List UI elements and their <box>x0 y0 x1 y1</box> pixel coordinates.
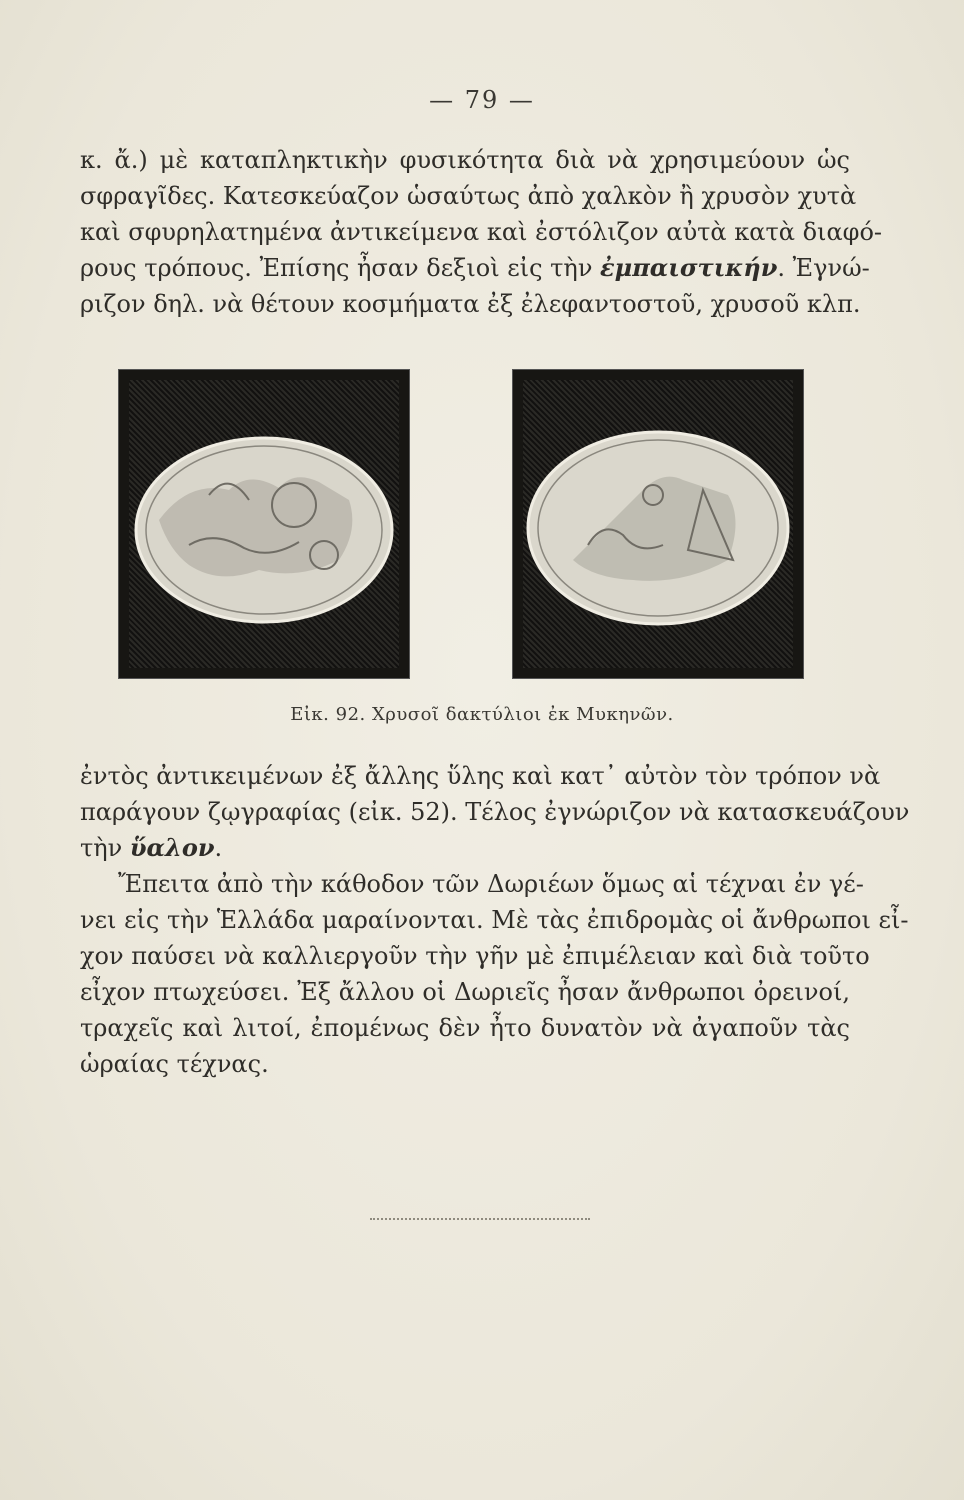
text-line: εἶχον πτωχεύσει. Ἐξ ἄλλου οἱ Δωριεῖς ἦσαν ἄνθρωποι ὀρεινοί, <box>80 978 850 1006</box>
paragraph <box>80 758 910 866</box>
text-run: ρους τρόπους. Ἐπίσης ἦσαν δεξιοὶ εἰς τὴν <box>80 254 593 282</box>
text-run: . Ἐγνώ- <box>777 254 870 282</box>
bottom-text <box>80 758 910 1082</box>
text-line <box>80 830 850 866</box>
top-paragraph <box>80 142 883 322</box>
text-run: . <box>214 834 223 862</box>
text-line: ριζον δηλ. νὰ θέτουν κοσμήματα ἐξ ἐλεφαντοστοῦ, χρυσοῦ κλπ. <box>80 290 861 318</box>
text-line: χον παύσει νὰ καλλιεργοῦν τὴν γῆν μὲ ἐπιμέλειαν καὶ διὰ τοῦτο <box>80 942 870 970</box>
text-line: ἐντὸς ἀντικειμένων ἐξ ἄλλης ὕλης καὶ κατ᾿ αὐτὸν τὸν τρόπον νὰ <box>80 762 881 790</box>
figure-caption: Εἰκ. 92. Χρυσοῖ δακτύλιοι ἐκ Μυκηνῶν. <box>290 704 674 725</box>
paragraph <box>80 866 909 1082</box>
page-number: — 79 — <box>429 86 535 114</box>
emphasized-term: ὕαλον <box>129 833 215 862</box>
text-line: παράγουν ζῳγραφίας (εἰκ. 52). Τέλος ἐγνώριζον νὰ κατασκευάζουν <box>80 798 910 826</box>
text-line: καὶ σφυρηλατημένα ἀντικείμενα καὶ ἐστόλιζον αὐτὰ κατὰ διαφό- <box>80 218 883 246</box>
text-line: κ. ἄ.) μὲ καταπληκτικὴν φυσικότητα διὰ νὰ χρησιμεύουν ὡς <box>80 146 850 174</box>
text-line <box>80 250 870 286</box>
text-line: τραχεῖς καὶ λιτοί, ἐπομένως δὲν ἦτο δυνατὸν νὰ ἀγαποῦν τὰς <box>80 1014 850 1042</box>
text-line: Ἔπειτα ἀπὸ τὴν κάθοδον τῶν Δωριέων ὅμως αἱ τέχναι ἐν γέ- <box>118 870 864 898</box>
text-line: ὡραίας τέχνας. <box>80 1050 269 1078</box>
ring-image-right <box>513 370 803 678</box>
text-line: νει εἰς τὴν Ἑλλάδα μαραίνονται. Μὲ τὰς ἐπιδρομὰς οἱ ἄνθρωποι εἶ- <box>80 906 909 934</box>
ring-image-left <box>119 370 409 678</box>
text-run: τὴν <box>80 834 123 862</box>
section-divider <box>370 1218 590 1220</box>
emphasized-term: ἐμπαιστικήν <box>600 253 778 282</box>
text-line: σφραγῖδες. Κατεσκεύαζον ὡσαύτως ἀπὸ χαλκὸν ἢ χρυσὸν χυτὰ <box>80 182 857 210</box>
